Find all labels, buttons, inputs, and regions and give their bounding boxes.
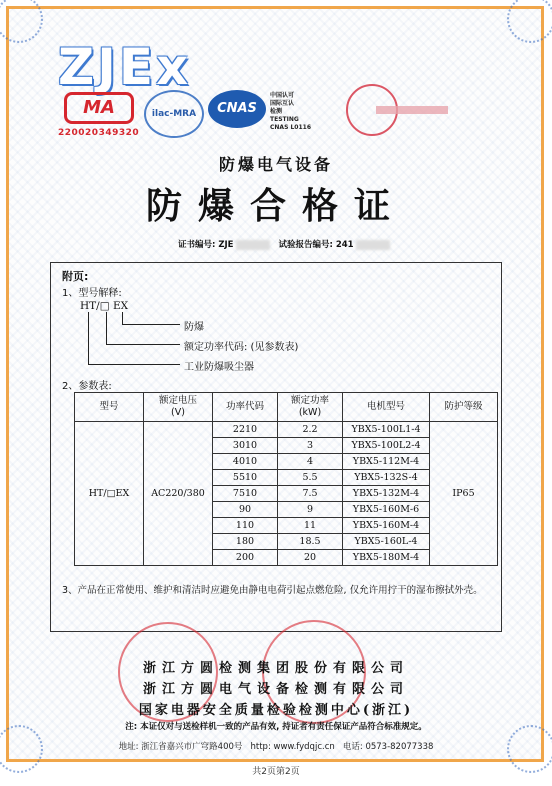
section-3-note: 3、产品在正常使用、维护和清洁时应避免由静电电荷引起点燃危险, 仅允许用拧干的湿布擦拭外壳。	[62, 585, 483, 596]
issuer-org-1: 浙江方圆检测集团股份有限公司	[142, 661, 409, 676]
document-subtitle: 防爆电气设备	[218, 155, 333, 174]
motor-model-cell: YBX5-112M-4	[343, 454, 430, 470]
power-code-cell: 200	[213, 550, 278, 566]
explanation-power-code: 额定功率代码: (见参数表)	[184, 342, 299, 353]
certification-mark-text	[376, 106, 448, 114]
footer-contact	[0, 740, 552, 752]
motor-model-cell: YBX5-100L2-4	[343, 438, 430, 454]
issuer-org-2: 浙江方圆电气设备检测有限公司	[142, 682, 409, 697]
corner-ornament	[507, 0, 552, 43]
rated-power-cell: 4	[278, 454, 343, 470]
cnas-text: 中国认可 国际互认 检测 TESTING CNAS L0116	[270, 92, 312, 131]
document-title: 防爆合格证	[145, 185, 406, 227]
column-header: 额定电压 (V)	[144, 393, 213, 422]
power-code-cell: 7510	[213, 486, 278, 502]
motor-model-cell: YBX5-160M-6	[343, 502, 430, 518]
report-number: 试验报告编号: 241	[278, 240, 354, 250]
appendix-heading: 附页:	[62, 270, 89, 283]
zjex-logo: ZJEx	[58, 38, 192, 96]
corner-ornament	[0, 0, 43, 43]
power-code-cell: 3010	[213, 438, 278, 454]
section-2-heading: 2、参数表:	[62, 381, 112, 392]
motor-model-cell: YBX5-180M-4	[343, 550, 430, 566]
bracket-line	[122, 324, 180, 325]
bracket-line	[88, 312, 89, 364]
footer-phone: 电话: 0573-82077338	[342, 742, 434, 752]
issuer-org-3: 国家电器安全质量检验检测中心(浙江)	[138, 703, 414, 718]
power-code-cell: 5510	[213, 470, 278, 486]
power-code-cell: 4010	[213, 454, 278, 470]
motor-model-cell: YBX5-132M-4	[343, 486, 430, 502]
ilac-mra-logo: ilac-MRA	[144, 90, 204, 138]
column-header: 电机型号	[343, 393, 430, 422]
rated-power-cell: 18.5	[278, 534, 343, 550]
bracket-line	[88, 364, 180, 365]
parameter-table	[74, 392, 498, 566]
table-row	[75, 422, 498, 438]
cma-code: 220020349320	[58, 128, 140, 138]
column-header: 功率代码	[213, 393, 278, 422]
cert-number: 证书编号: ZJE	[178, 240, 234, 250]
footer-website: http: www.fydqjc.cn	[250, 742, 335, 752]
bracket-line	[106, 312, 107, 344]
motor-model-cell: YBX5-132S-4	[343, 470, 430, 486]
voltage-cell: AC220/380	[144, 422, 213, 566]
model-code: HT/□ EX	[80, 300, 129, 312]
cnas-logo: CNAS	[208, 90, 266, 128]
page-number: 共2页第2页	[252, 767, 300, 777]
motor-model-cell: YBX5-100L1-4	[343, 422, 430, 438]
column-header: 型号	[75, 393, 144, 422]
rated-power-cell: 7.5	[278, 486, 343, 502]
explanation-product-type: 工业防爆吸尘器	[184, 362, 254, 373]
power-code-cell: 110	[213, 518, 278, 534]
footer-address: 地址: 浙江省嘉兴市广穹路400号	[118, 742, 243, 752]
protection-cell: IP65	[430, 422, 498, 566]
redacted-block	[356, 240, 390, 250]
power-code-cell: 90	[213, 502, 278, 518]
column-header: 防护等级	[430, 393, 498, 422]
validity-notice: 注: 本证仅对与送检样机一致的产品有效, 持证者有责任保证产品符合标准规定。	[125, 722, 427, 732]
bracket-line	[122, 312, 123, 324]
section-1-heading: 1、型号解释:	[62, 288, 122, 299]
certificate-meta	[178, 238, 396, 250]
logo-row	[58, 38, 498, 148]
column-header: 额定功率 (kW)	[278, 393, 343, 422]
power-code-cell: 2210	[213, 422, 278, 438]
explanation-explosion-proof: 防爆	[184, 322, 204, 333]
redacted-block	[236, 240, 270, 250]
table-header-row	[75, 393, 498, 422]
power-code-cell: 180	[213, 534, 278, 550]
motor-model-cell: YBX5-160L-4	[343, 534, 430, 550]
motor-model-cell: YBX5-160M-4	[343, 518, 430, 534]
model-cell: HT/□EX	[75, 422, 144, 566]
bracket-line	[106, 344, 180, 345]
rated-power-cell: 2.2	[278, 422, 343, 438]
rated-power-cell: 9	[278, 502, 343, 518]
cma-logo: MA	[64, 92, 134, 124]
rated-power-cell: 11	[278, 518, 343, 534]
rated-power-cell: 20	[278, 550, 343, 566]
rated-power-cell: 5.5	[278, 470, 343, 486]
rated-power-cell: 3	[278, 438, 343, 454]
